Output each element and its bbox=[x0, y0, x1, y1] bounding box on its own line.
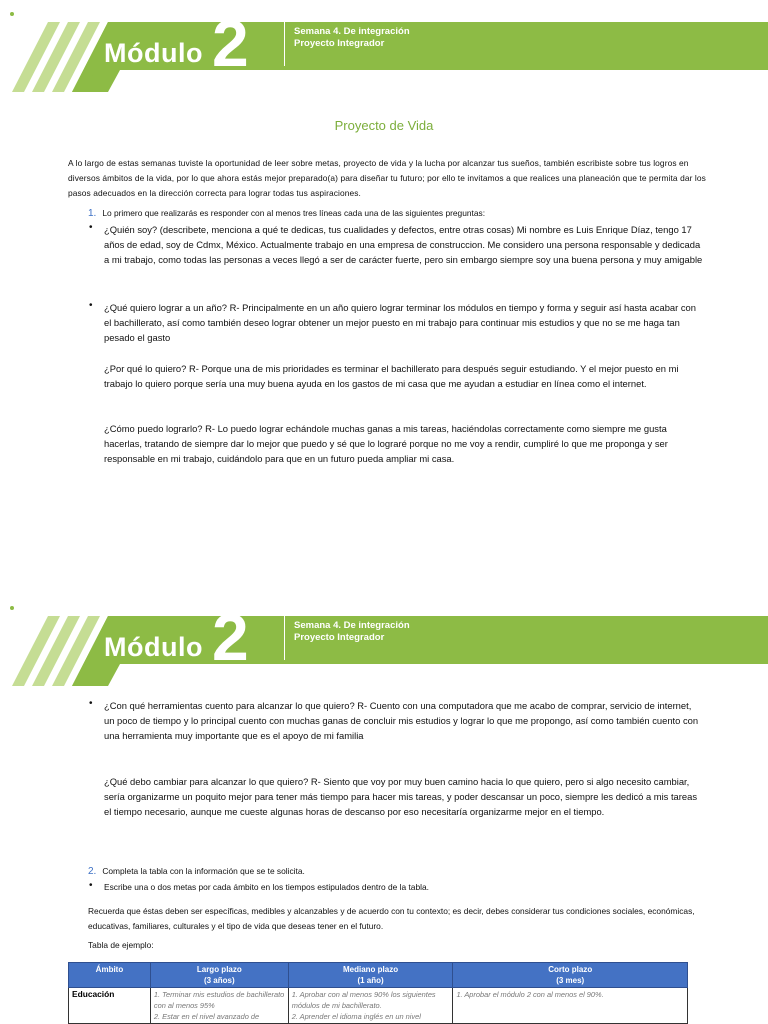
table-header-row bbox=[69, 963, 688, 988]
banner-divider bbox=[284, 20, 285, 66]
bullet-icon: • bbox=[89, 880, 93, 891]
answer-como: ¿Cómo puedo lograrlo? R- Lo puedo lograr echándole muchas ganas a mis tareas, haciéndolas correctamente como siempre me gusta hacerlas, tratando de siempre dar lo mejor que puedo y sé que lo lograré porque no me voy a rendir, cumpliré lo que me proponga y ser responsable en mi trabajo, cuidándolo para que en un futuro pueda ampliar mi casa. bbox=[104, 423, 668, 464]
instruction-2 bbox=[88, 866, 305, 877]
banner-divider bbox=[284, 614, 285, 660]
week-info bbox=[294, 620, 410, 644]
cell-corto: 1. Aprobar el módulo 2 con al menos el 90%. bbox=[453, 988, 688, 1024]
instruction-number: 1. bbox=[88, 208, 97, 219]
answer-que-quiero: ¿Qué quiero lograr a un año? R- Principalmente en un año quiero lograr terminar los módulos en tiempo y forma y seguir así hasta acabar con el bachillerato, así como también deseo lograr obtener un mejor puesto en mi trabajo para continuar mis estudios y que no se me haga tan pesado el gasto bbox=[104, 302, 696, 343]
module-word: Módulo bbox=[104, 38, 203, 68]
intro-paragraph: A lo largo de estas semanas tuviste la oportunidad de leer sobre metas, proyecto de vida y la lucha por alcanzar tus sueños, también escribiste sobre tus logros en diversos ámbitos de la vida, por lo que ahora estás mejor preparado(a) para diseñar tu futuro; por ello te invitamos a que realices una planeación que te permita dar los pasos adecuados en la dirección correcta para lograr todas tus aspiraciones. bbox=[68, 158, 706, 198]
answer-por-que: ¿Por qué lo quiero? R- Porque una de mis prioridades es terminar el bachillerato para después seguir estudiando. Y el mejor puesto en mi trabajo lo quiero porque sería una muy buena ayuda en los gastos de mi casa que me ayudan a estudiar en línea como el internet. bbox=[104, 363, 679, 389]
project-line: Proyecto Integrador bbox=[294, 632, 385, 643]
module-banner bbox=[0, 594, 768, 686]
instruction-metas: Escribe una o dos metas por cada ámbito en los tiempos estipulados dentro de la tabla. bbox=[104, 882, 429, 892]
module-number: 2 bbox=[212, 6, 249, 80]
col-mediano-plazo: Mediano plazo (1 año) bbox=[288, 963, 453, 988]
week-line: Semana 4. De integración bbox=[294, 620, 410, 631]
table-label: Tabla de ejemplo: bbox=[88, 940, 154, 950]
prepa-en-linea-sep-logo-icon bbox=[0, 0, 44, 30]
table-row bbox=[69, 988, 688, 1024]
prepa-en-linea-sep-logo-icon bbox=[0, 594, 44, 624]
bullet-icon: • bbox=[89, 222, 93, 233]
instruction-text: Completa la tabla con la información que se te solicita. bbox=[102, 866, 305, 876]
project-line: Proyecto Integrador bbox=[294, 38, 385, 49]
week-line: Semana 4. De integración bbox=[294, 26, 410, 37]
instruction-text: Lo primero que realizarás es responder con al menos tres líneas cada una de las siguientes preguntas: bbox=[102, 208, 486, 218]
cell-mediano: 1. Aprobar con al menos 90% los siguientes módulos de mi bachillerato. 2. Aprender el idioma inglés en un nivel bbox=[288, 988, 453, 1024]
row-ambito: Educación bbox=[69, 988, 151, 1024]
recuerda-paragraph: Recuerda que éstas deben ser específicas, medibles y alcanzables y de acuerdo con tu contexto; es decir, debes considerar tus condiciones sociales, económicas, educativas, familiares, culturales y el tipo de vida que deseas tener en el futuro. bbox=[88, 906, 695, 931]
answer-quien-soy: ¿Quién soy? (describete, menciona a qué te dedicas, tus cualidades y defectos, entre otras cosas) Mi nombre es Luis Enrique Díaz, tengo 17 años de edad, soy de Cdmx, México. Actualmente trabajo en una empresa de construccion. Me considero una persona responsable y dedicada a mi trabajo, como todas las personas a veces llegó a ser de carácter fuerte, pero sin embargo siempre soy una buena persona y muy amigable bbox=[104, 224, 703, 265]
document-title: Proyecto de Vida bbox=[334, 118, 434, 133]
module-number: 2 bbox=[212, 600, 249, 674]
instruction-number: 2. bbox=[88, 866, 97, 877]
goals-table bbox=[68, 962, 688, 1024]
col-ambito: Ámbito bbox=[69, 963, 151, 988]
module-word: Módulo bbox=[104, 632, 203, 662]
bullet-icon: • bbox=[89, 300, 93, 311]
answer-herramientas: ¿Con qué herramientas cuento para alcanzar lo que quiero? R- Cuento con una computadora que me acabo de comprar, servicio de internet, un poco de tiempo y lo principal cuento con muchas ganas de concluir mis estudios y lograr lo que me propongo, así como también cuento con una herramienta muy importante que es el apoyo de mi familia bbox=[104, 700, 699, 741]
cell-largo: 1. Terminar mis estudios de bachillerato con al menos 95% 2. Estar en el nivel avanzado de bbox=[150, 988, 288, 1024]
col-corto-plazo: Corto plazo (3 mes) bbox=[453, 963, 688, 988]
col-largo-plazo: Largo plazo (3 años) bbox=[150, 963, 288, 988]
instruction-1 bbox=[88, 208, 485, 219]
bullet-icon: • bbox=[89, 698, 93, 709]
answer-que-cambiar: ¿Qué debo cambiar para alcanzar lo que quiero? R- Siento que voy por muy buen camino hacia lo que quiero, pero si algo necesito cambiar, sería organizarme un poquito mejor para tener más tiempo para hacer mis tareas, y poder descansar un poco, siempre les dedicó a mis tareas el tiempo necesario, aunque me cueste algunas horas de descanso por eso necesitaría organizarme mejor en el tiempo. bbox=[104, 776, 698, 817]
module-banner bbox=[0, 0, 768, 92]
week-info bbox=[294, 26, 410, 50]
